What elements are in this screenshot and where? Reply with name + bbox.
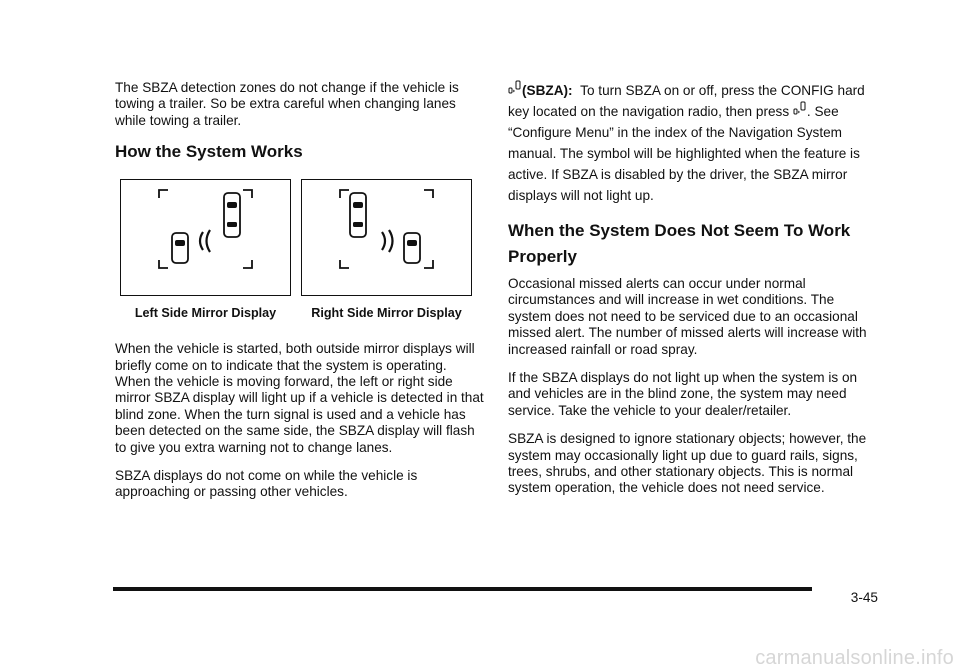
not-working-heading: When the System Does Not Seem To Work Properly: [508, 221, 851, 266]
right-column: [508, 80, 878, 509]
host-vehicle-icon: [224, 193, 240, 237]
left-column: [115, 80, 485, 513]
sbza-label: (SBZA):: [522, 83, 573, 98]
footer-rule: [113, 587, 812, 591]
how-system-works-heading: How the System Works: [115, 142, 303, 162]
right-mirror-display-illustration: [301, 179, 472, 296]
detection-wave-icon: [200, 230, 210, 252]
approaching-paragraph: SBZA displays do not come on while the vehicle is approaching or passing other vehicles.: [115, 468, 418, 500]
mirror-display-figures: [120, 179, 485, 320]
system-works-paragraph: When the vehicle is started, both outside mirror displays will briefly come on to indicate that the system is operating. When the vehicle is moving forward, the left or right side mirror SBZA display will light up if a vehicle is detected in that blind zone. When the turn signal is used and a vehicle has been detected on the same side, the SBZA display will flash to give you extra warning not to change lanes.: [115, 341, 484, 455]
detected-vehicle-icon: [172, 233, 188, 263]
left-mirror-diagram: [121, 180, 290, 295]
stationary-objects-paragraph: SBZA is designed to ignore stationary objects; however, the system may occasionally light up due to guard rails, signs, trees, shrubs, and other stationary objects. This is normal system operation, the vehicle does not need service.: [508, 431, 867, 496]
left-mirror-display-illustration: [120, 179, 291, 296]
detection-wave-icon: [382, 230, 393, 252]
left-mirror-caption: Left Side Mirror Display: [134, 306, 277, 321]
page-number: 3-45: [850, 590, 878, 605]
sbza-text-part2: . See “Configure Menu” in the index of the Navigation System manual. The symbol will be highlighted when the feature is active. If SBZA is disabled by the driver, the SBZA mirror displays will not light up.: [508, 104, 860, 203]
right-mirror-caption: Right Side Mirror Display: [311, 306, 462, 321]
service-paragraph: If the SBZA displays do not light up when the system is on and vehicles are in the blind zone, the system may need service. Take the vehicle to your dealer/retailer.: [508, 370, 858, 418]
trailer-paragraph: The SBZA detection zones do not change if the vehicle is towing a trailer. So be extra careful when changing lanes while towing a trailer.: [115, 80, 459, 128]
watermark: carmanualsonline.info: [755, 647, 954, 669]
right-mirror-figure: [301, 179, 472, 320]
sbza-symbol-icon: [508, 80, 522, 96]
left-mirror-figure: [120, 179, 291, 320]
sbza-symbol-icon: [793, 101, 807, 117]
sbza-toggle-paragraph: [508, 80, 878, 206]
detected-vehicle-icon: [404, 233, 420, 263]
missed-alerts-paragraph: Occasional missed alerts can occur under normal circumstances and will increase in wet conditions. The system does not need to be serviced due to an occasional missed alert. The number of missed alerts will increase with increased rainfall or road spray.: [508, 276, 867, 357]
host-vehicle-icon: [350, 193, 366, 237]
right-mirror-diagram: [302, 180, 471, 295]
sbza-text-part1: To turn SBZA on or off, press the CONFIG hard key located on the navigation radio, then press: [508, 83, 865, 119]
